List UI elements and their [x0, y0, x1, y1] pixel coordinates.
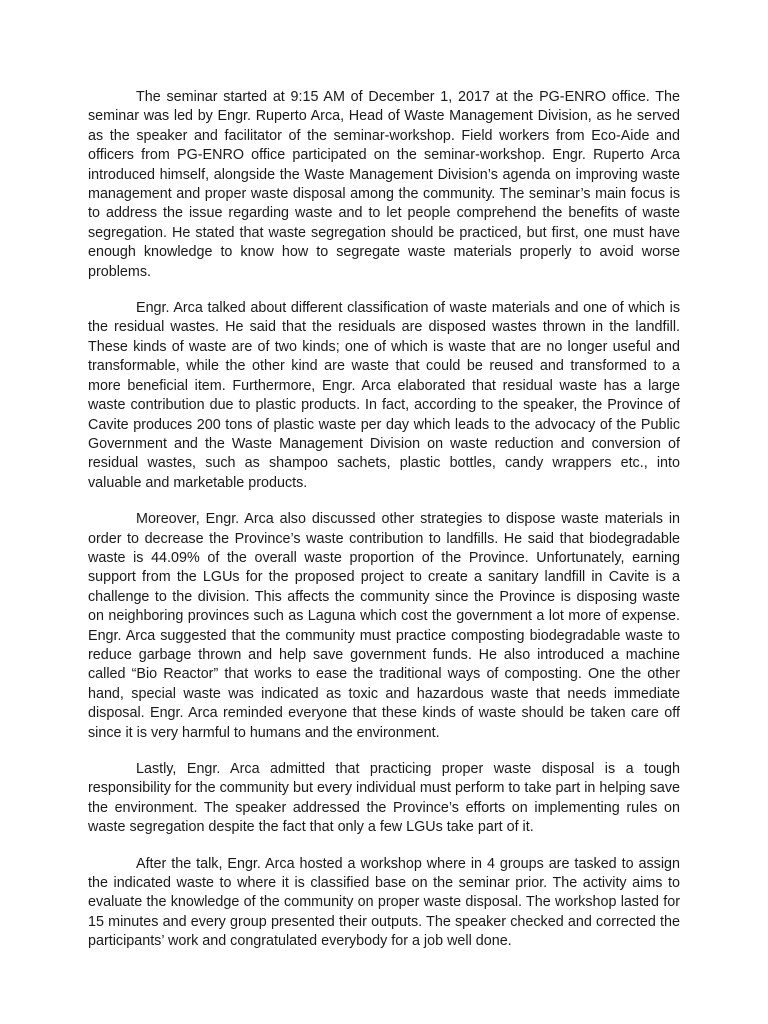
- paragraph-workshop: After the talk, Engr. Arca hosted a workshop where in 4 groups are tasked to assign the indicated waste to where it is classified base on the seminar prior. The activity aims to evaluate the knowledge of the community on proper waste disposal. The workshop lasted for 15 minutes and every group presented their outputs. The speaker checked and corrected the participants’ work and congratulated everybody for a job well done.: [88, 855, 680, 950]
- paragraph-biodegradable-strategies: Moreover, Engr. Arca also discussed other strategies to dispose waste materials in order to decrease the Province’s waste contribution to landfills. He said that biodegradable waste is 44.09% of the overall waste proportion of the Province. Unfortunately, earning support from the LGUs for the proposed project to create a sanitary landfill in Cavite is a challenge to the division. This affects the community since the Province is disposing waste on neighboring provinces such as Laguna which cost the government a lot more of expense. Engr. Arca suggested that the community must practice composting biodegradable waste to reduce garbage thrown and help save government funds. He also introduced a machine called “Bio Reactor” that works to ease the traditional ways of composting. One the other hand, special waste was indicated as toxic and hazardous waste that needs immediate disposal. Engr. Arca reminded everyone that these kinds of waste should be taken care off since it is very harmful to humans and the environment.: [88, 511, 680, 741]
- document-body: [88, 88, 680, 969]
- paragraph-residual-wastes: Engr. Arca talked about different classification of waste materials and one of which is the residual wastes. He said that the residuals are disposed wastes thrown in the landfill. These kinds of waste are of two kinds; one of which is waste that are no longer useful and transformable, while the other kind are waste that could be reused and transformed to a more beneficial item. Furthermore, Engr. Arca elaborated that residual waste has a large waste contribution due to plastic products. In fact, according to the speaker, the Province of Cavite produces 200 tons of plastic waste per day which leads to the advocacy of the Public Government and the Waste Management Division on waste reduction and conversion of residual wastes, such as shampoo sachets, plastic bottles, candy wrappers etc., into valuable and marketable products.: [88, 300, 680, 491]
- paragraph-responsibility: Lastly, Engr. Arca admitted that practicing proper waste disposal is a tough responsibility for the community but every individual must perform to take part in helping save the environment. The speaker addressed the Province’s efforts on implementing rules on waste segregation despite the fact that only a few LGUs take part of it.: [88, 761, 680, 836]
- paragraph-seminar-intro: The seminar started at 9:15 AM of December 1, 2017 at the PG-ENRO office. The seminar was led by Engr. Ruperto Arca, Head of Waste Management Division, as he served as the speaker and facilitator of the seminar-workshop. Field workers from Eco-Aide and officers from PG-ENRO office participated on the seminar-workshop. Engr. Ruperto Arca introduced himself, alongside the Waste Management Division’s agenda on improving waste management and proper waste disposal among the community. The seminar’s main focus is to address the issue regarding waste and to let people comprehend the benefits of waste segregation. He stated that waste segregation should be practiced, but first, one must have enough knowledge to know how to segregate waste materials properly to avoid worse problems.: [88, 89, 680, 280]
